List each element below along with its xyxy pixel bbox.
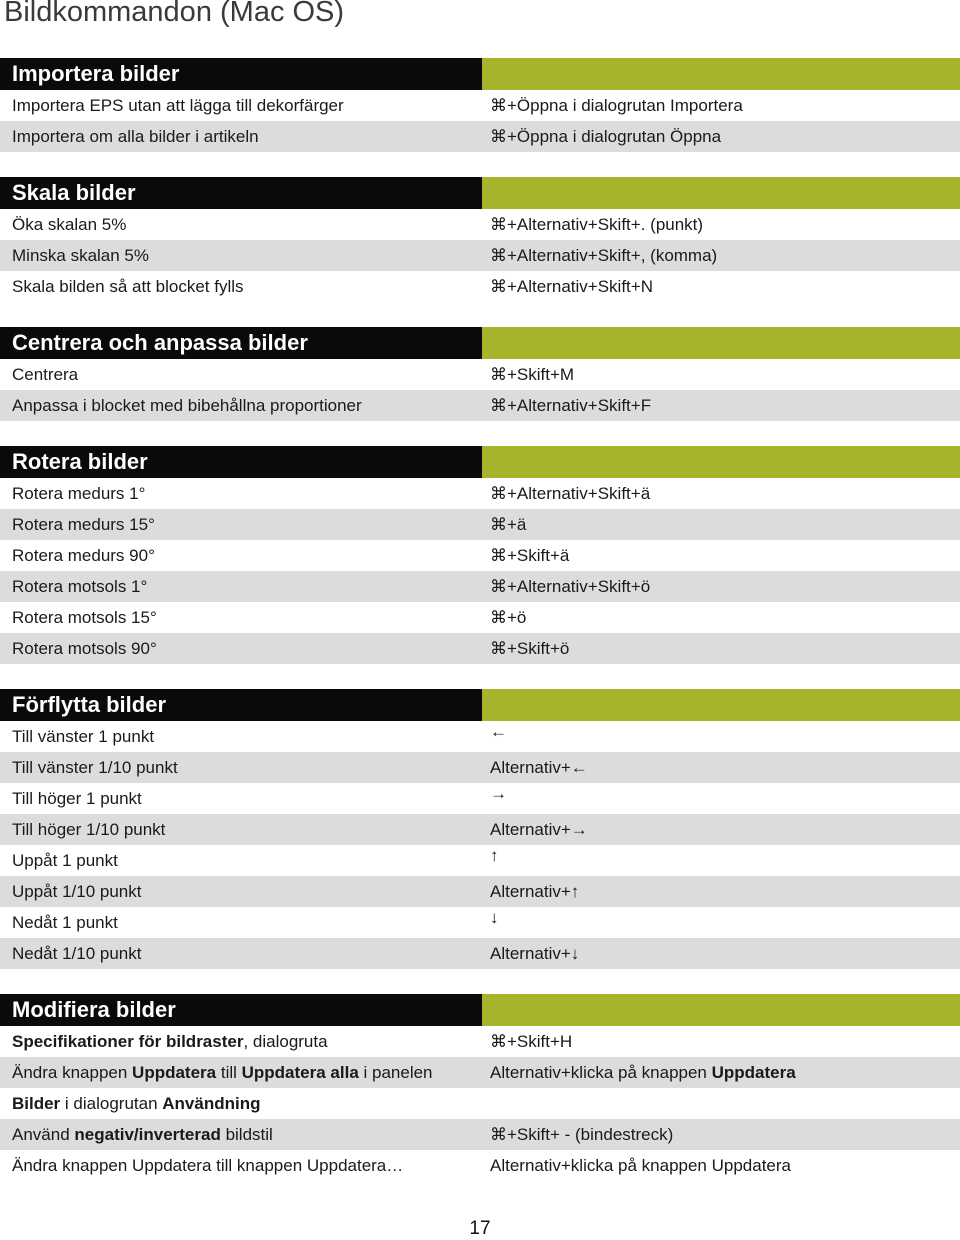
shortcut-row [0,907,960,938]
command-label: Rotera motsols 90° [12,639,157,658]
page-number: 17 [469,1218,491,1239]
command-label: Rotera motsols 15° [12,608,157,627]
shortcut-text: → [490,784,507,803]
section-title: Rotera bilder [0,446,482,478]
shortcut-keys [490,1057,960,1088]
command-key-icon [490,639,507,658]
shortcut-keys [490,1119,960,1150]
shortcut-keys [490,240,960,271]
shortcut-row [0,633,960,664]
section-skala [0,177,960,302]
command-key-icon [490,246,507,265]
command-key-icon [490,1032,507,1051]
shortcut-row [0,571,960,602]
shortcut-keys [490,209,960,240]
section-modifiera [0,994,960,1181]
shortcut-keys [490,121,960,152]
shortcut-row [0,783,960,814]
shortcut-text: ← [490,722,507,741]
section-importera [0,58,960,152]
command-key-icon [490,396,507,415]
command-label: Nedåt 1/10 punkt [12,944,142,963]
shortcut-keys [490,845,960,876]
shortcut-keys [490,907,960,938]
shortcut-text: ↑ [490,846,499,865]
shortcut-row [0,390,960,421]
shortcut-row [0,1088,960,1119]
shortcut-row [0,121,960,152]
shortcut-row [0,721,960,752]
section-forflytta [0,689,960,969]
command-label: Importera om alla bilder i artikeln [12,127,259,146]
shortcut-row [0,359,960,390]
shortcut-keys [490,1150,960,1181]
shortcut-row [0,478,960,509]
text-segment: Alternativ+klicka på knappen [490,1063,712,1082]
shortcut-keys [490,390,960,421]
text-segment: till [216,1063,242,1082]
section-header [0,327,960,359]
text-segment: bildstil [220,1125,273,1144]
section-header [0,177,960,209]
command-label: Öka skalan 5% [12,215,127,234]
shortcut-text: Alternativ+↑ [490,882,580,901]
section-header [0,446,960,478]
section-centrera [0,327,960,421]
command-label: Till vänster 1 punkt [12,727,155,746]
section-title: Förflytta bilder [0,689,482,721]
section-title: Centrera och anpassa bilder [0,327,482,359]
shortcut-row [0,602,960,633]
bold-term: Uppdatera [711,1063,796,1082]
section-header [0,689,960,721]
text-segment: , dialogruta [243,1032,328,1051]
shortcut-row [0,90,960,121]
shortcut-row [0,938,960,969]
page-title: Bildkommandon (Mac OS) [4,0,345,28]
command-label: Rotera motsols 1° [12,577,148,596]
section-rotera [0,446,960,664]
bold-term: negativ/inverterad [74,1125,221,1144]
shortcut-text: +Öppna i dialogrutan Öppna [507,127,722,146]
command-key-icon [490,484,507,503]
shortcut-row [0,271,960,302]
section-header-bar [482,177,960,209]
command-label [0,1057,490,1088]
shortcut-keys [490,602,960,633]
shortcut-text: +Skift+ä [507,546,570,565]
command-label: Uppåt 1 punkt [12,851,118,870]
command-label: Uppåt 1/10 punkt [12,882,142,901]
command-label: Centrera [12,365,79,384]
section-header [0,58,960,90]
shortcut-row [0,1026,960,1057]
command-key-icon [490,96,507,115]
shortcut-text: +Skift+ö [507,639,570,658]
shortcut-row [0,752,960,783]
shortcut-keys [490,1026,960,1057]
shortcut-keys [490,633,960,664]
shortcut-row [0,1119,960,1150]
shortcut-row [0,1150,960,1181]
bold-term: Användning [162,1094,261,1113]
shortcut-row [0,240,960,271]
text-segment: i panelen [358,1063,433,1082]
shortcut-text: +ö [507,608,527,627]
command-key-icon [490,608,507,627]
shortcut-text: +Alternativ+Skift+. (punkt) [507,215,704,234]
shortcut-keys [490,271,960,302]
shortcut-text: +Alternativ+Skift+N [507,277,653,296]
text-segment: Använd [12,1125,75,1144]
text-segment: i dialogrutan [60,1094,163,1113]
bold-term: Uppdatera [132,1063,217,1082]
section-header-bar [482,446,960,478]
command-key-icon [490,277,507,296]
shortcut-row [0,876,960,907]
bold-term: Bilder [12,1094,61,1113]
shortcut-row [0,845,960,876]
shortcut-keys [490,359,960,390]
shortcut-keys [490,540,960,571]
text-segment: Ändra knappen [12,1063,133,1082]
command-label: Till höger 1 punkt [12,789,142,808]
shortcut-row [0,1057,960,1088]
command-label: Anpassa i blocket med bibehållna proportioner [12,396,362,415]
shortcut-text: +Alternativ+Skift+F [507,396,652,415]
shortcut-text: +Skift+M [507,365,575,384]
shortcut-keys [490,814,960,845]
command-label [0,1026,490,1057]
bold-term: Uppdatera alla [241,1063,359,1082]
shortcut-text: +Alternativ+Skift+ä [507,484,651,503]
shortcut-text: +ä [507,515,527,534]
shortcut-text [490,1063,796,1082]
command-key-icon [490,577,507,596]
shortcut-text: +Öppna i dialogrutan Importera [507,96,743,115]
command-label: Rotera medurs 15° [12,515,155,534]
section-title: Skala bilder [0,177,482,209]
shortcut-text: ↓ [490,908,499,927]
command-label: Minska skalan 5% [12,246,150,265]
shortcut-text: Alternativ+→ [490,820,588,839]
command-label: Till vänster 1/10 punkt [12,758,178,777]
section-header-bar [482,58,960,90]
shortcut-row [0,209,960,240]
shortcut-keys [490,938,960,969]
shortcut-keys [490,783,960,814]
command-key-icon [490,515,507,534]
command-label: Till höger 1/10 punkt [12,820,166,839]
shortcut-keys [490,1088,960,1119]
shortcut-text: +Alternativ+Skift+, (komma) [507,246,718,265]
shortcut-text: Alternativ+← [490,758,588,777]
command-label: Ändra knappen Uppdatera till knappen Uppdatera… [12,1156,404,1175]
section-header-bar [482,994,960,1026]
command-key-icon [490,127,507,146]
command-label: Skala bilden så att blocket fylls [12,277,244,296]
shortcut-keys [490,876,960,907]
command-label [0,1119,490,1150]
shortcut-keys [490,478,960,509]
section-title: Importera bilder [0,58,482,90]
section-title: Modifiera bilder [0,994,482,1026]
shortcut-keys [490,571,960,602]
command-label: Importera EPS utan att lägga till dekorfärger [12,96,344,115]
shortcut-row [0,814,960,845]
bold-term: Specifikationer för bildraster [12,1032,244,1051]
command-key-icon [490,365,507,384]
command-key-icon [490,215,507,234]
shortcut-keys [490,509,960,540]
command-label: Rotera medurs 1° [12,484,146,503]
command-label: Nedåt 1 punkt [12,913,118,932]
command-key-icon [490,1125,507,1144]
command-label [0,1088,490,1119]
section-header [0,994,960,1026]
section-header-bar [482,327,960,359]
shortcut-text: +Alternativ+Skift+ö [507,577,651,596]
shortcut-text: +Skift+ - (bindestreck) [507,1125,674,1144]
shortcut-keys [490,90,960,121]
shortcut-row [0,540,960,571]
shortcut-text: Alternativ+↓ [490,944,580,963]
shortcut-row [0,509,960,540]
command-label: Rotera medurs 90° [12,546,155,565]
section-header-bar [482,689,960,721]
shortcut-text: Alternativ+klicka på knappen Uppdatera [490,1156,791,1175]
shortcut-keys [490,752,960,783]
shortcut-text: +Skift+H [507,1032,573,1051]
shortcut-keys [490,721,960,752]
command-key-icon [490,546,507,565]
